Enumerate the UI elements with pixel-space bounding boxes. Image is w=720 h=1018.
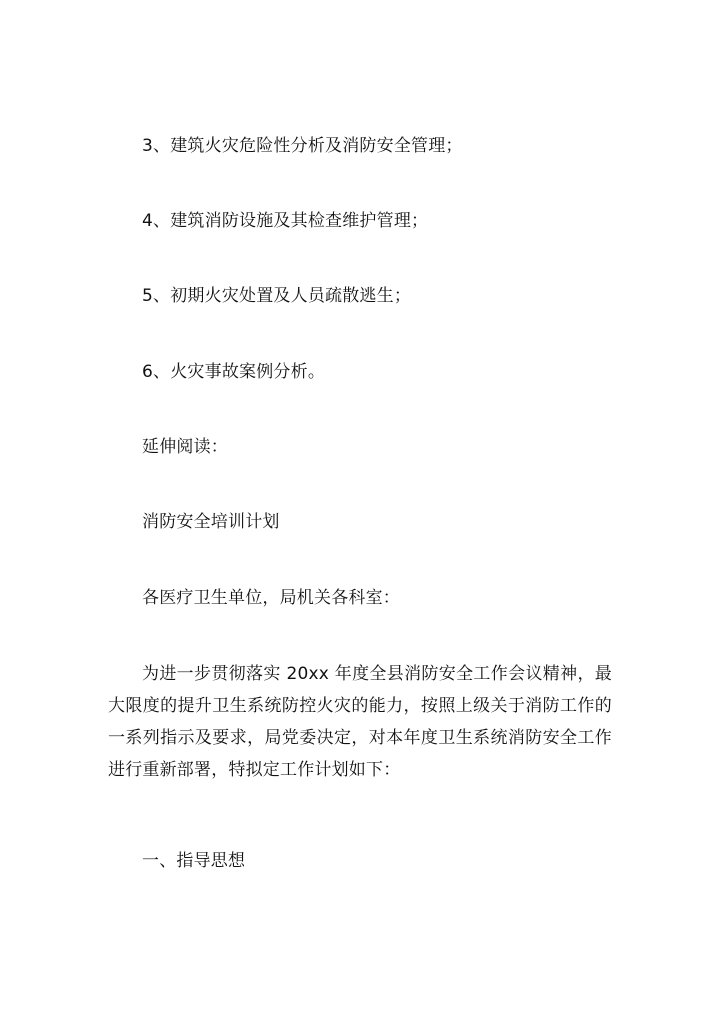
list-item-4: 4、建筑消防设施及其检查维护管理； [142,211,429,231]
intro-paragraph: 为进一步贯彻落实 20xx 年度全县消防安全工作会议精神，最大限度的提升卫生系统防控火灾的能力，按照上级关于消防工作的一系列指示及要求，局党委决定，对本年度卫生系统消防安全工作进行重新部署，特拟定工作计划如下： [108,664,612,780]
plan-title: 消防安全培训计划 [142,512,280,532]
list-item-5: 5、初期火灾处置及人员疏散逃生； [142,286,412,306]
list-item-3: 3、建筑火灾危险性分析及消防安全管理； [142,136,463,156]
salutation: 各医疗卫生单位，局机关各科室： [142,588,400,608]
list-item-6: 6、火灾事故案例分析。 [142,362,326,382]
extended-reading-label: 延伸阅读： [142,437,228,457]
section-heading: 一、指导思想 [142,851,246,871]
